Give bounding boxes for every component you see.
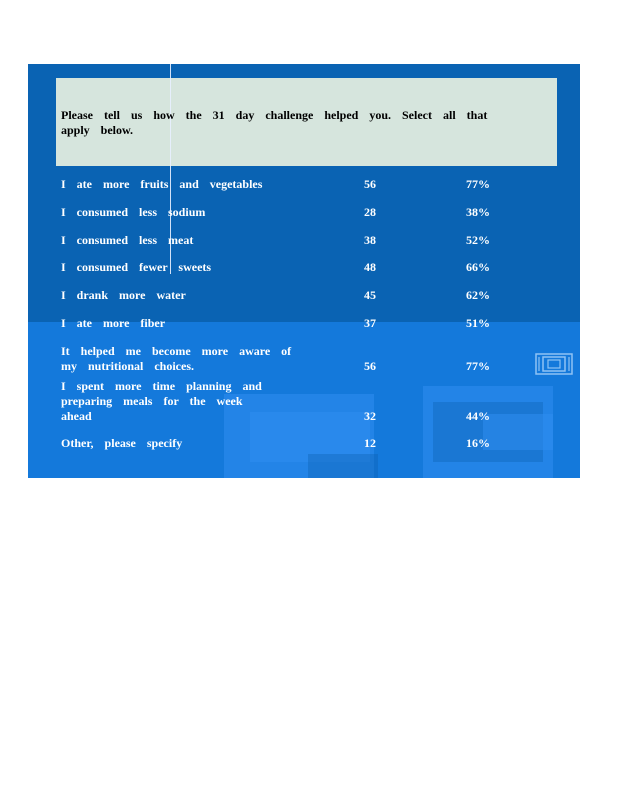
response-count: 56 [364,177,376,191]
response-count: 56 [364,359,376,373]
response-percent: 62% [466,288,490,302]
response-count: 38 [364,233,376,247]
response-count: 48 [364,260,376,274]
response-label: I consumed less sodium [61,205,206,219]
background-decoration [308,454,378,478]
response-label: I ate more fruits and vegetables [61,177,263,191]
response-percent: 16% [466,436,490,450]
response-percent: 77% [466,359,490,373]
response-count: 28 [364,205,376,219]
response-label: Other, please specify [61,436,183,450]
response-label: I consumed fewer sweets [61,260,212,274]
response-percent: 66% [466,260,490,274]
film-frame-icon [535,352,573,376]
response-label: I ate more fiber [61,316,166,330]
response-label: I consumed less meat [61,233,194,247]
response-count: 32 [364,409,376,423]
survey-panel [28,64,580,478]
response-count: 12 [364,436,376,450]
response-percent: 44% [466,409,490,423]
response-percent: 52% [466,233,490,247]
response-percent: 77% [466,177,490,191]
response-percent: 38% [466,205,490,219]
question-text: Please tell us how the 31 day challenge helped you. Select all that apply below. [61,108,488,137]
response-label: I spent more time planning and preparing meals for the week ahead [61,379,262,423]
response-label: I drank more water [61,288,186,302]
response-percent: 51% [466,316,490,330]
response-label: It helped me become more aware of my nutritional choices. [61,344,292,373]
response-count: 45 [364,288,376,302]
response-count: 37 [364,316,376,330]
